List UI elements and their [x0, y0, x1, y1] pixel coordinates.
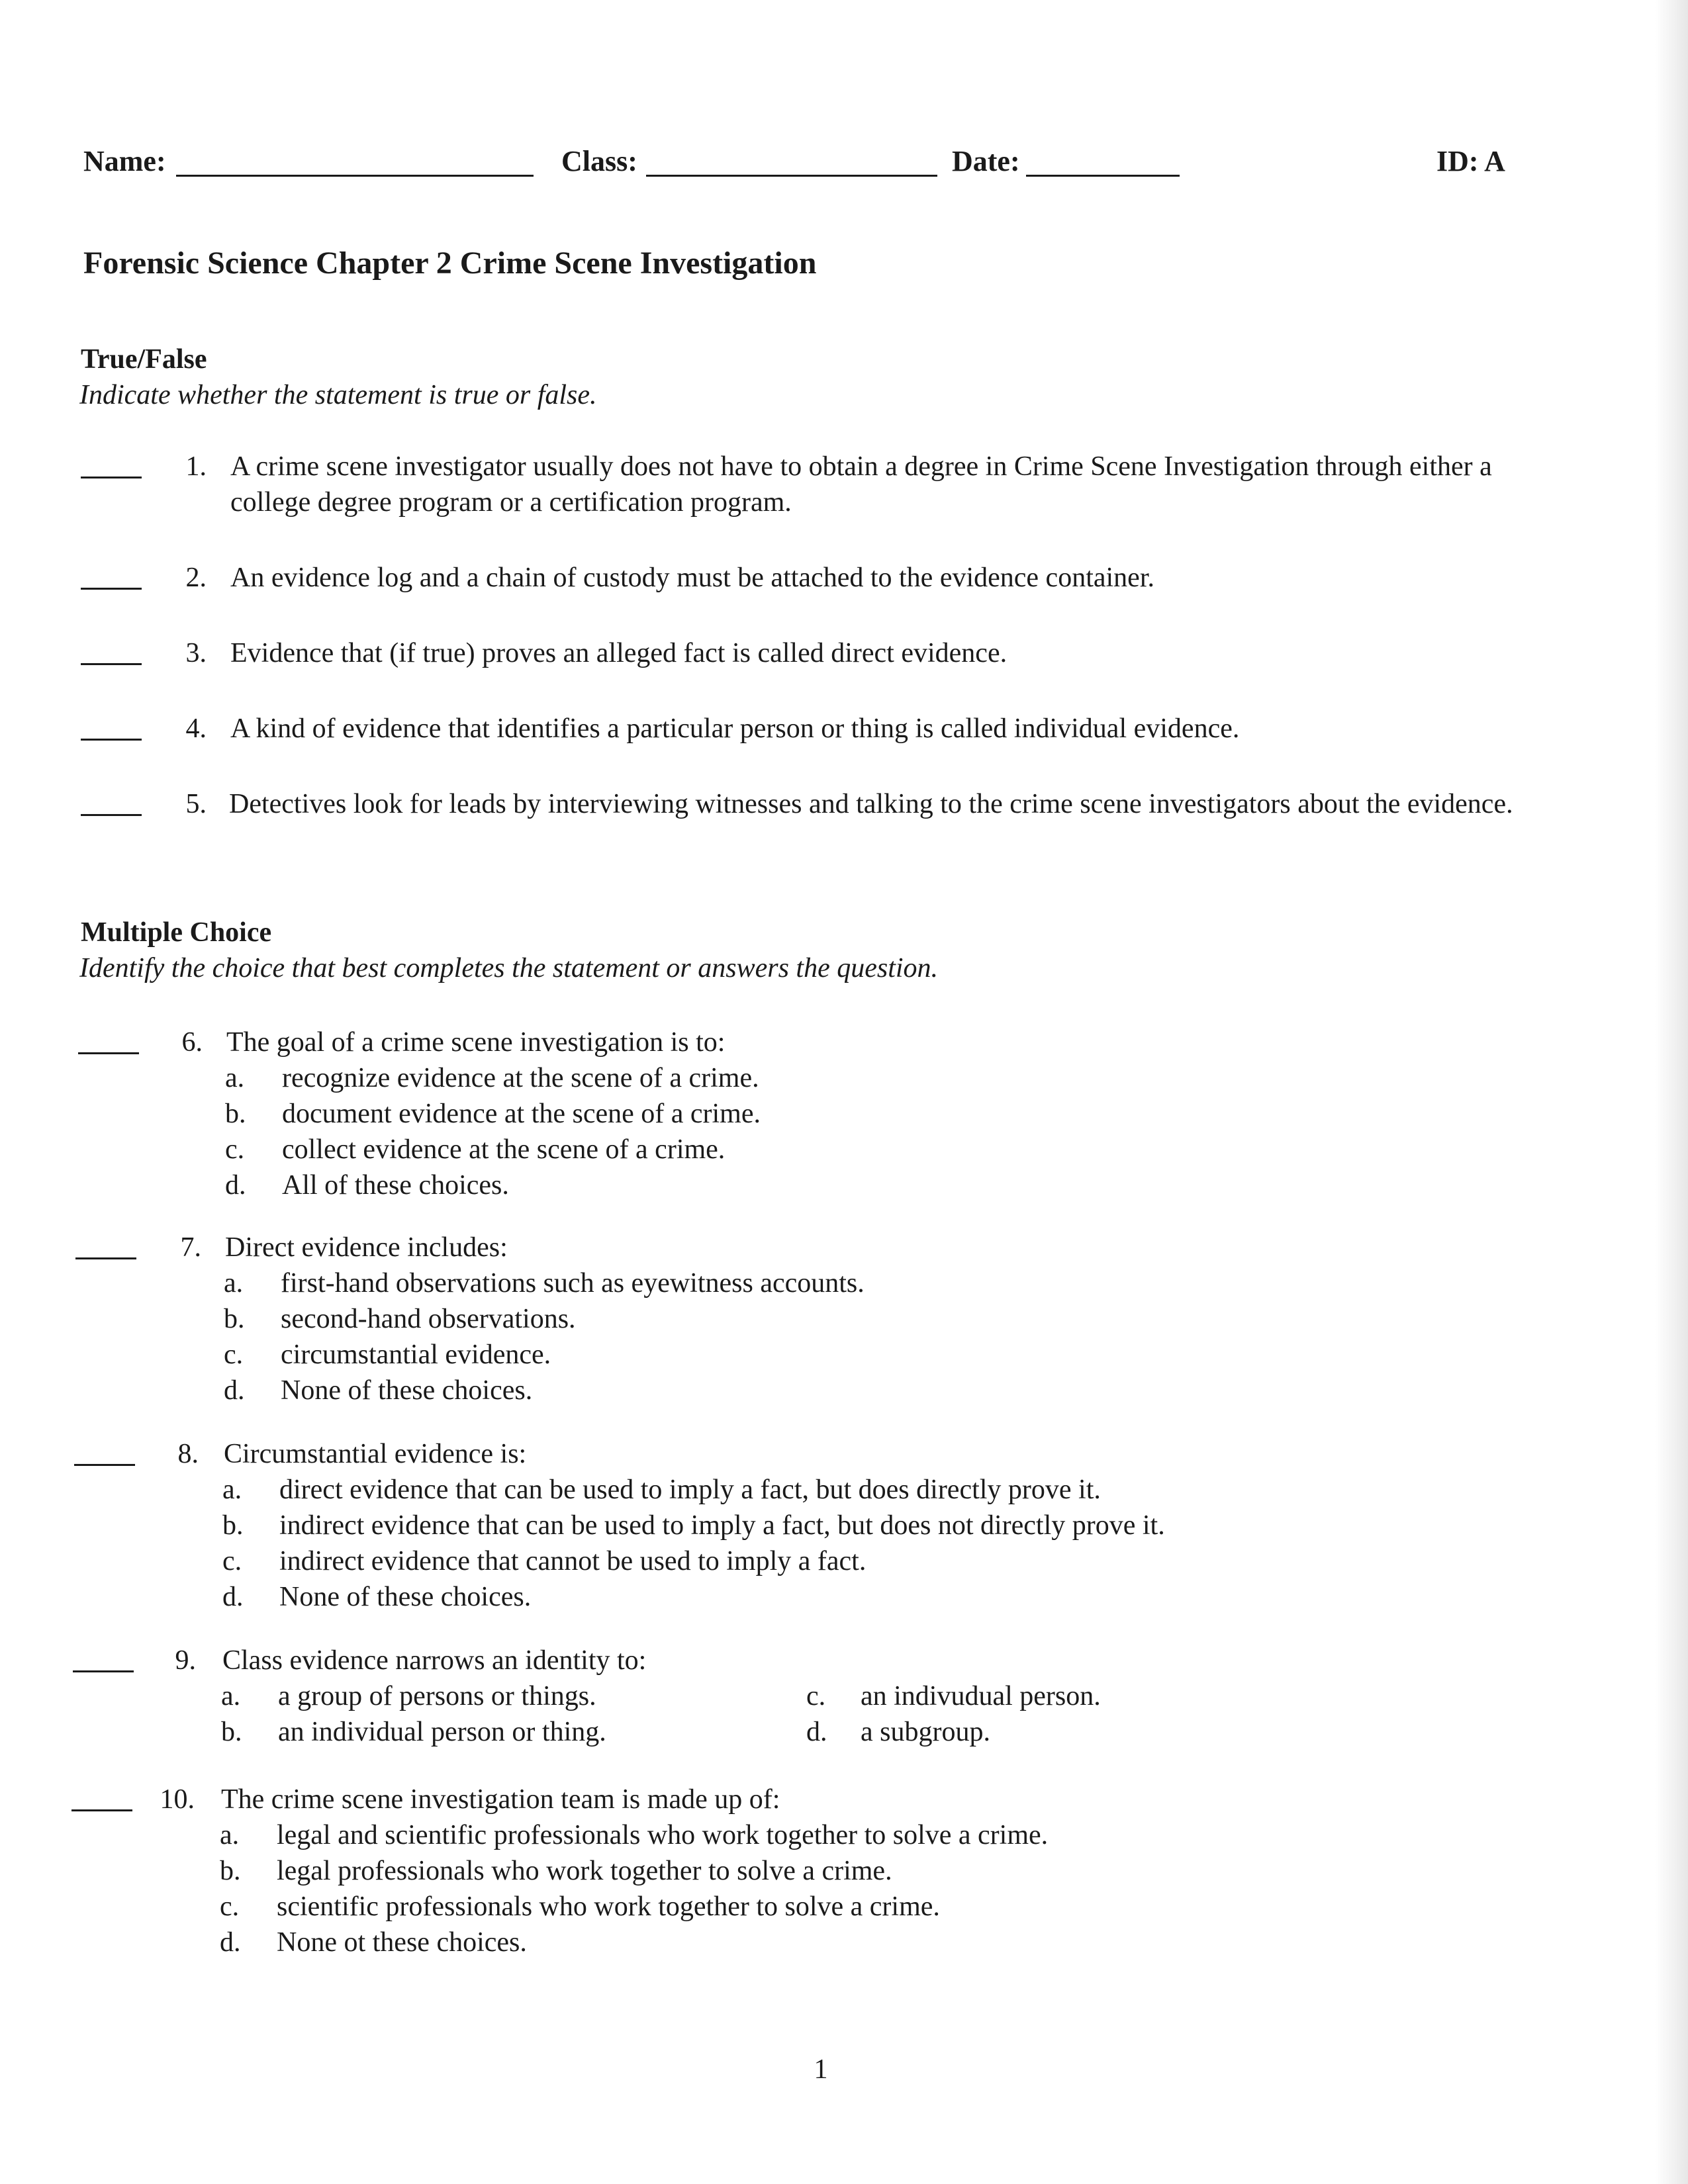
question-text-5: Detectives look for leads by interviewing witnesses and talking to the crime scene investigators about the evidence. — [229, 789, 1513, 819]
option-letter-9c: c. — [806, 1681, 826, 1711]
option-letter-7b: b. — [224, 1304, 245, 1334]
date-field[interactable] — [1026, 175, 1180, 177]
option-text-6d[interactable]: All of these choices. — [282, 1170, 509, 1201]
question-text-7: Direct evidence includes: — [225, 1232, 508, 1263]
question-text-4: A kind of evidence that identifies a particular person or thing is called individual evidence. — [230, 713, 1240, 744]
answer-blank-9[interactable] — [73, 1670, 134, 1672]
option-letter-8a: a. — [222, 1475, 242, 1505]
option-text-9d[interactable]: a subgroup. — [861, 1717, 990, 1747]
date-label: Date: — [952, 145, 1020, 177]
question-number-5: 5. — [185, 789, 207, 819]
option-text-10b[interactable]: legal professionals who work together to solve a crime. — [277, 1856, 892, 1886]
class-field[interactable] — [646, 175, 937, 177]
multiple-choice-instruction: Identify the choice that best completes the statement or answers the question. — [79, 953, 939, 983]
option-text-6a[interactable]: recognize evidence at the scene of a crime. — [282, 1063, 759, 1093]
header-row — [83, 142, 1520, 181]
question-number-9: 9. — [175, 1645, 196, 1676]
question-number-3: 3. — [185, 638, 207, 668]
question-number-2: 2. — [185, 563, 207, 593]
true-false-instruction: Indicate whether the statement is true or false. — [79, 380, 597, 410]
question-number-4: 4. — [185, 713, 207, 744]
answer-blank-5[interactable] — [81, 814, 142, 816]
answer-blank-4[interactable] — [81, 739, 142, 741]
option-text-9a[interactable]: a group of persons or things. — [278, 1681, 596, 1711]
option-text-6c[interactable]: collect evidence at the scene of a crime. — [282, 1134, 726, 1165]
option-text-8b[interactable]: indirect evidence that can be used to imply a fact, but does not directly prove it. — [279, 1510, 1165, 1541]
name-label: Name: — [83, 145, 166, 177]
option-letter-9b: b. — [221, 1717, 242, 1747]
option-letter-9d: d. — [806, 1717, 827, 1747]
option-letter-10c: c. — [220, 1891, 240, 1922]
option-letter-7c: c. — [224, 1340, 244, 1370]
true-false-heading: True/False — [81, 344, 207, 375]
page-title: Forensic Science Chapter 2 Crime Scene Investigation — [83, 246, 817, 281]
option-letter-10b: b. — [220, 1856, 241, 1886]
option-text-8c[interactable]: indirect evidence that cannot be used to imply a fact. — [279, 1546, 867, 1576]
option-text-9c[interactable]: an indivudual person. — [861, 1681, 1101, 1711]
option-letter-10d: d. — [220, 1927, 241, 1958]
option-letter-6c: c. — [225, 1134, 245, 1165]
id-label: ID: A — [1436, 145, 1505, 177]
option-letter-7a: a. — [224, 1268, 244, 1298]
class-label: Class: — [561, 145, 637, 177]
option-letter-6a: a. — [225, 1063, 245, 1093]
option-letter-8b: b. — [222, 1510, 244, 1541]
answer-blank-10[interactable] — [71, 1809, 132, 1811]
option-text-10d[interactable]: None ot these choices. — [277, 1927, 527, 1958]
option-text-10c[interactable]: scientific professionals who work together to solve a crime. — [277, 1891, 940, 1922]
question-text-3: Evidence that (if true) proves an alleged fact is called direct evidence. — [230, 638, 1008, 668]
option-text-6b[interactable]: document evidence at the scene of a crime. — [282, 1099, 761, 1129]
question-text-9: Class evidence narrows an identity to: — [222, 1645, 647, 1676]
question-text-2: An evidence log and a chain of custody must be attached to the evidence container. — [230, 563, 1154, 593]
page-number: 1 — [814, 2054, 828, 2085]
question-text-1: A crime scene investigator usually does not have to obtain a degree in Crime Scene Investigation through either a college degree program or a certification program. — [230, 451, 1492, 518]
answer-blank-3[interactable] — [81, 663, 142, 665]
option-letter-10a: a. — [220, 1820, 240, 1850]
option-text-9b[interactable]: an individual person or thing. — [278, 1717, 606, 1747]
answer-blank-6[interactable] — [78, 1052, 139, 1054]
multiple-choice-heading: Multiple Choice — [81, 917, 272, 948]
question-number-7: 7. — [180, 1232, 201, 1263]
option-text-8a[interactable]: direct evidence that can be used to imply a fact, but does directly prove it. — [279, 1475, 1101, 1505]
answer-blank-1[interactable] — [81, 477, 142, 478]
option-text-7b[interactable]: second-hand observations. — [281, 1304, 576, 1334]
scan-edge-shadow — [1655, 0, 1688, 2184]
option-text-7c[interactable]: circumstantial evidence. — [281, 1340, 551, 1370]
question-number-10: 10. — [160, 1784, 195, 1815]
option-letter-8d: d. — [222, 1582, 244, 1612]
option-text-7a[interactable]: first-hand observations such as eyewitness accounts. — [281, 1268, 865, 1298]
option-letter-6b: b. — [225, 1099, 246, 1129]
question-text-10: The crime scene investigation team is made up of: — [221, 1784, 780, 1815]
question-number-8: 8. — [177, 1439, 199, 1469]
question-number-1: 1. — [185, 451, 207, 482]
question-text-6: The goal of a crime scene investigation is to: — [226, 1027, 726, 1058]
answer-blank-7[interactable] — [75, 1257, 136, 1259]
answer-blank-2[interactable] — [81, 588, 142, 590]
option-text-8d[interactable]: None of these choices. — [279, 1582, 532, 1612]
option-letter-9a: a. — [221, 1681, 241, 1711]
option-letter-6d: d. — [225, 1170, 246, 1201]
question-number-6: 6. — [181, 1027, 203, 1058]
option-text-7d[interactable]: None of these choices. — [281, 1375, 533, 1406]
name-field[interactable] — [176, 175, 534, 177]
option-letter-7d: d. — [224, 1375, 245, 1406]
option-letter-8c: c. — [222, 1546, 242, 1576]
option-text-10a[interactable]: legal and scientific professionals who work together to solve a crime. — [277, 1820, 1049, 1850]
question-text-8: Circumstantial evidence is: — [224, 1439, 527, 1469]
answer-blank-8[interactable] — [74, 1464, 135, 1466]
